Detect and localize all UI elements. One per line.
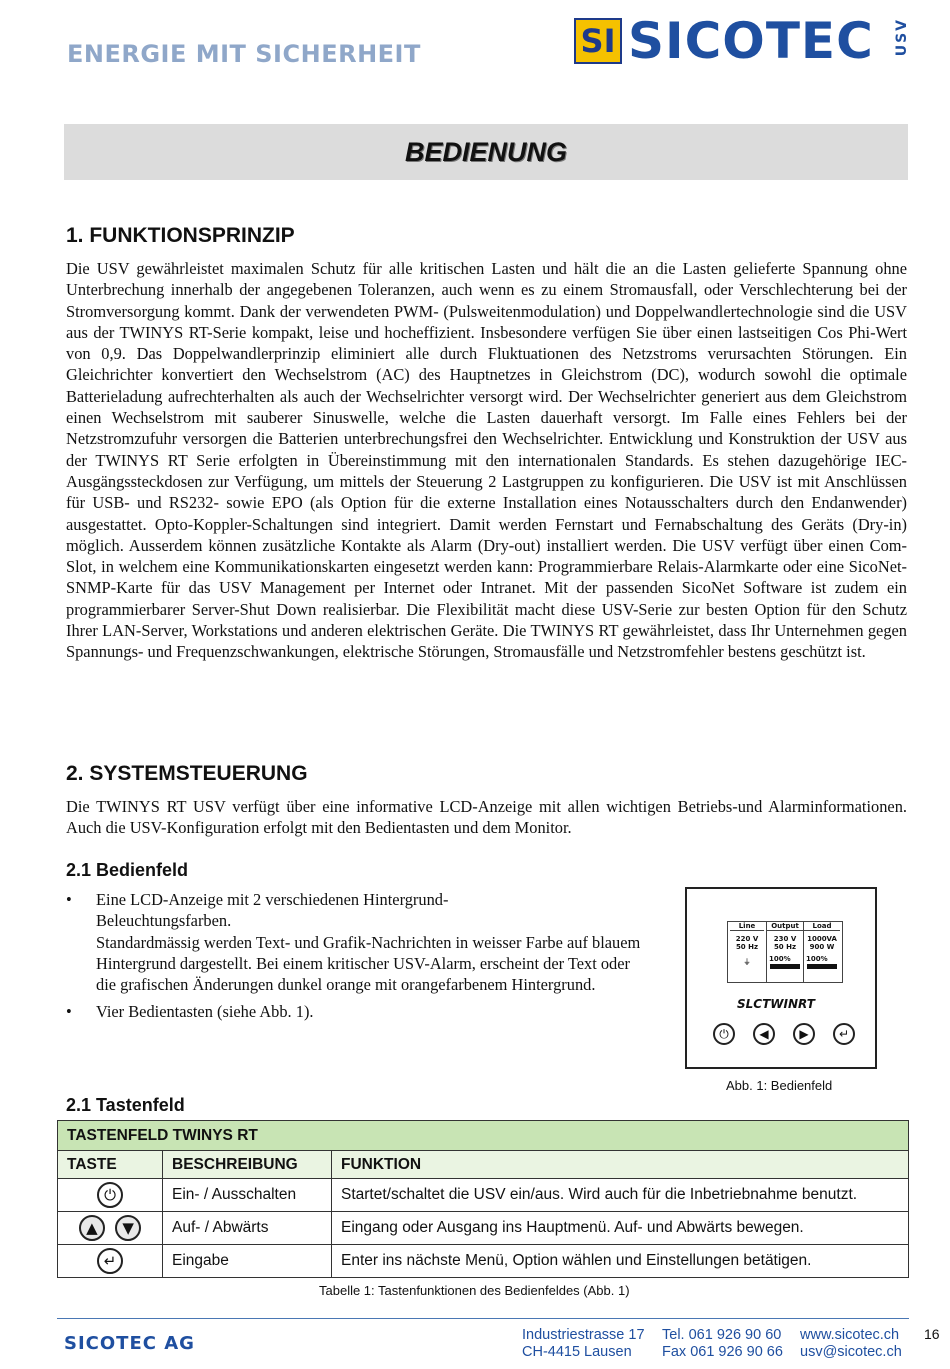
enter-icon: ↵	[97, 1248, 123, 1274]
key-function: Startet/schaltet die USV ein/aus. Wird auch für die Inbetriebnahme benutzt.	[332, 1179, 909, 1212]
panel-brand: SLCTWINRT	[737, 997, 815, 1011]
table-row	[58, 1179, 909, 1212]
tastenfeld-heading: 2.1 Tastenfeld	[66, 1095, 185, 1115]
panel-left-icon: ◀	[753, 1023, 775, 1045]
bedienfeld-heading: 2.1 Bedienfeld	[66, 860, 189, 880]
load-bar	[807, 964, 837, 969]
footer-brand: SICOTEC AG	[64, 1333, 195, 1354]
page-title: BEDIENUNG	[404, 136, 567, 167]
section-1-body: Die USV gewährleistet maximalen Schutz für alle kritischen Lasten und hält die an die Lasten gelieferte Spannung ohne Unterbrechung innerhalb der angegebenen Toleranzen, auch wenn es zu einem Stromausfall, oder Verschlechterung bei der Stromversorgung kommt. Dank der verwendeten PWM- (Pulsweitenmodulation) und Doppelwandlertechnologie sind die USV aus der TWINYS RT-Serie kompakt, leise und hocheffizient. Insbesondere verfügen Sie über einen lastseitigen Cos Phi-Wert von 0,9. Das Doppelwandlerprinzip eliminiert alle durch Fluktuationen des Netzstroms verursachten Störungen. Ein Gleichrichter konvertiert den Wechselstrom (AC) des Hauptnetzes in Gleichstrom (DC), wodurch sowohl die optimale Batterieladung aufrechterhalten als auch der Wechselrichter versorgt wird. Der Wechselrichter generiert aus dem Gleichstrom einen Wechselstrom mit sauberer Sinuswelle, welche die Lasten dauerhaft versorgt. Im Falle eines Fehlers bei der Netzstromzufuhr versorgen die Batterien unterbrechungsfrei den Wechselrichter. Entwicklung und Konstruktion der USV aus der TWINYS RT Serie erfolgten in Übereinstimmung mit den internationalen Standards. Es stehen dazugehörige IEC-Ausgängssteckdosen zur Verfügung, um mittels der Steuerung 2 Lastgruppen zu konfigurieren. Die USV ist mit Anschlüssen für USB- und RS232- sowie EPO (als Option für die externe Installation eines Notausschalters durch den Endanwender) ausgestattet. Opto-Koppler-Schaltungen sind integriert. Damit werden Fernstart und Fernabschaltung des Geräts (Dry-in) möglich. Ausserdem können zusätzliche Kontakte als Alarm (Dry-out) installiert werden. Die USV verfügt über einen Com-Slot, in welchem eine Kommunikationskarten eingesetzt werden kann: Programmierbare Relais-Alarmkarte oder eine SicoNet-SNMP-Karte für das USV Management per Internet oder Intranet. Mit der passenden SicoNet Software ist zudem ein programmierbarer Server-Shut Down realisierbar. Die Flexibilität macht diese USV-Serie zur besten Option für den Schutz Ihrer LAN-Server, Workstations und anderen elektrischen Geräte. Die TWINYS RT gewährleistet, dass Ihr Unternehmen gegen Spannungs- und Frequenzschwankungen, elektrische Störungen, Stromausfälle und Netzstromfehler bestens geschützt ist.	[66, 259, 907, 662]
logo-suffix: USV	[894, 18, 910, 57]
key-function: Eingang oder Ausgang ins Hauptmenü. Auf- und Abwärts bewegen.	[332, 1212, 909, 1245]
section-2-heading: 2. SYSTEMSTEUERUNG	[66, 762, 308, 785]
table-title: TASTENFELD TWINYS RT	[58, 1121, 909, 1151]
key-description: Eingabe	[163, 1245, 332, 1278]
slogan: ENERGIE MIT SICHERHEIT	[67, 40, 421, 68]
bullet-lcd: • Eine LCD-Anzeige mit 2 verschiedenen Hintergrund-Beleuchtungsfarben. Standardmässig werden Text- und Grafik-Nachrichten in weisser Farbe auf blauem Hintergrund dargestellt. Bei einem kritischer USV-Alarm, erscheint der Text oder die grafischen Änderungen dunkel orange mit orangefarbenem Hintergrund.	[66, 889, 646, 995]
key-function: Enter ins nächste Menü, Option wählen und Einstellungen betätigen.	[332, 1245, 909, 1278]
control-panel-figure	[685, 887, 877, 1069]
lcd-display: Line 220 V 50 Hz ⏚ Output 230 V 50 Hz 100% Load 1000VA 900 W 100%	[727, 921, 843, 983]
figure-caption: Abb. 1: Bedienfeld	[726, 1078, 833, 1093]
key-description: Auf- / Abwärts	[163, 1212, 332, 1245]
table-row	[58, 1212, 909, 1245]
panel-enter-icon: ↵	[833, 1023, 855, 1045]
section-2-body: Die TWINYS RT USV verfügt über eine informative LCD-Anzeige mit allen wichtigen Betriebs-und Alarminformationen. Auch die USV-Konfiguration erfolgt mit den Bedientasten und dem Monitor.	[66, 797, 907, 838]
table-row	[58, 1245, 909, 1278]
plug-icon: ⏚	[743, 958, 751, 966]
up-arrow-icon: ▲	[79, 1215, 105, 1241]
panel-power-icon: ⏻	[713, 1023, 735, 1045]
website-link[interactable]: www.sicotec.ch	[800, 1327, 900, 1343]
table-caption: Tabelle 1: Tastenfunktionen des Bedienfeldes (Abb. 1)	[319, 1283, 630, 1298]
power-icon: ⏻	[97, 1182, 123, 1208]
footer-divider	[57, 1318, 909, 1319]
section-1-heading: 1. FUNKTIONSPRINZIP	[66, 224, 295, 247]
title-band	[64, 124, 908, 180]
bedienfeld-list	[66, 889, 646, 1023]
email-link[interactable]: usv@sicotec.ch	[800, 1344, 902, 1360]
logo-mark: SI	[574, 18, 622, 64]
column-header: FUNKTION	[332, 1151, 909, 1179]
key-table	[57, 1120, 909, 1278]
down-arrow-icon: ▼	[115, 1215, 141, 1241]
panel-right-icon: ▶	[793, 1023, 815, 1045]
footer-contact	[800, 1327, 902, 1361]
logo-name: SICOTEC	[628, 12, 874, 70]
bullet-keys: • Vier Bedientasten (siehe Abb. 1).	[66, 1001, 646, 1022]
column-header: TASTE	[58, 1151, 163, 1179]
footer-address: Industriestrasse 17 CH-4415 Lausen	[522, 1327, 645, 1360]
key-description: Ein- / Ausschalten	[163, 1179, 332, 1212]
footer-phone: Tel. 061 926 90 60 Fax 061 926 90 66	[662, 1327, 783, 1360]
column-header: BESCHREIBUNG	[163, 1151, 332, 1179]
battery-bar	[770, 964, 800, 969]
sicotec-logo	[574, 14, 910, 72]
page-number: 16	[924, 1326, 940, 1342]
